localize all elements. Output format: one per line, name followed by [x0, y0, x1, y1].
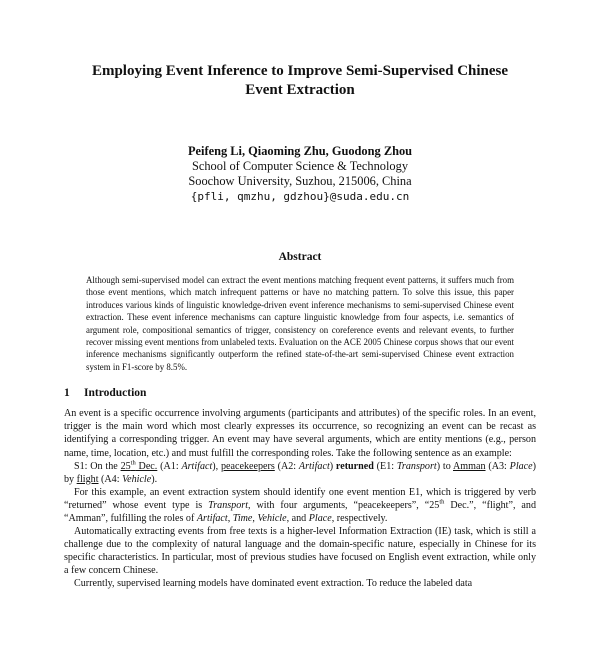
affiliation-line-1: School of Computer Science & Technology [191, 159, 409, 173]
s1-role: Artifact [298, 460, 330, 472]
affiliation-line-2: Soochow University, Suzhou, 215006, China [188, 174, 412, 188]
s1-event-type: Transport [396, 460, 437, 472]
s1-a1-month: Dec. [135, 460, 158, 472]
intro-paragraph-4: Currently, supervised learning models have dominated event extraction. To reduce the labeled data [74, 578, 473, 590]
intro-paragraph-1: An event is a specific occurrence involving arguments (participants and attributes) of the specific roles. In an event, trigger is the main word which most clearly expresses its occurrence, so recognizing an event can be recast as identifying a corresponding trigger. An event may have several arguments, which are entity mentions (e.g., person name, time, location, etc.) and must fulfill the corresponding roles. Take the following sentence as an example: [64, 408, 536, 459]
s1-text: ), [212, 460, 221, 472]
p2-event-type: Transport [208, 499, 249, 511]
example-sentence-s1 [64, 460, 536, 486]
paper-title [64, 62, 536, 100]
p2-text: , respectively. [331, 513, 388, 524]
p2-text: , and [286, 513, 309, 524]
paper-page [0, 62, 600, 662]
p2-role: Vehicle [257, 513, 287, 524]
s1-text: (A4: [98, 473, 123, 485]
s1-text: ) by [64, 460, 537, 485]
s1-text: ) [329, 460, 336, 472]
p2-text: Dec.”, “flight”, and “Amman”, fulfilling the roles of [64, 499, 537, 524]
s1-text: S1: On the [74, 460, 121, 472]
p2-text: , with four arguments, “peacekeepers”, “25 [248, 499, 440, 511]
s1-a1-day: 25 [120, 460, 131, 472]
intro-paragraph-2 [64, 486, 536, 525]
argument-a4: flight [76, 473, 99, 485]
abstract-text: Although semi-supervised model can extract the event mentions matching frequent event patterns, it suffers much from those event mentions, which match infrequent patterns or have no matching pattern. To solve this issue, this paper introduces various kinds of linguistic knowledge-driven event inference mechanisms to semi-supervised Chinese event extraction. These event inference mechanisms can capture linguistic knowledge from four aspects, i.e. semantics of argument role, compositional semantics of trigger, consistency on coreference events and relevant events, to further recover missing event mentions from unlabeled texts. Evaluation on the ACE 2005 Chinese corpus shows that our event inference mechanisms significantly outperform the refined state-of-the-art semi-supervised Chinese event extraction system in F1-score by 8.5%. [86, 275, 514, 372]
s1-text: (A2: [274, 460, 299, 472]
s1-text: ) to [436, 460, 453, 472]
author-emails: {pfli, qmzhu, gdzhou}@suda.edu.cn [190, 190, 410, 203]
s1-text: (A1: [157, 460, 182, 472]
title-line-1: Employing Event Inference to Improve Semi-Supervised Chinese [91, 63, 509, 79]
section-heading-introduction [64, 387, 536, 399]
s1-role: Vehicle [122, 473, 152, 485]
p2-sup: th [439, 498, 445, 506]
p2-text: , [227, 513, 233, 524]
s1-text: (A3: [485, 460, 510, 472]
s1-text: (E1: [373, 460, 397, 472]
section-title: Introduction [84, 387, 147, 400]
introduction-body [64, 407, 536, 590]
s1-role: Artifact [181, 460, 213, 472]
author-list: Peifeng Li, Qiaoming Zhu, Guodong Zhou [187, 144, 413, 158]
p2-role: Time [232, 513, 253, 524]
p2-role: Place [308, 513, 332, 524]
section-number: 1 [64, 387, 70, 400]
intro-paragraph-3: Automatically extracting events from free texts is a higher-level Information Extraction (IE) task, which is still a challenge due to the complexity of natural language and the domain-specific nature, especially in Chinese for its specific characteristics. In particular, most of previous studies have focused on English event extraction, while only a few concern Chinese. [64, 526, 536, 577]
p2-text: , [252, 513, 258, 524]
abstract-heading: Abstract [278, 251, 322, 263]
s1-role: Place [509, 460, 533, 472]
argument-a3: Amman [453, 460, 486, 472]
argument-a1 [121, 461, 158, 472]
s1-a1-sup: th [130, 459, 136, 467]
s1-text: ). [151, 473, 158, 485]
trigger-word: returned [335, 460, 374, 472]
title-line-2: Event Extraction [245, 82, 355, 98]
argument-a2: peacekeepers [220, 460, 275, 472]
p2-role: Artifact [196, 513, 228, 524]
p2-text: For this example, an event extraction system should identify one event mention E1, which is triggered by verb “returned” whose event type is [64, 486, 536, 511]
